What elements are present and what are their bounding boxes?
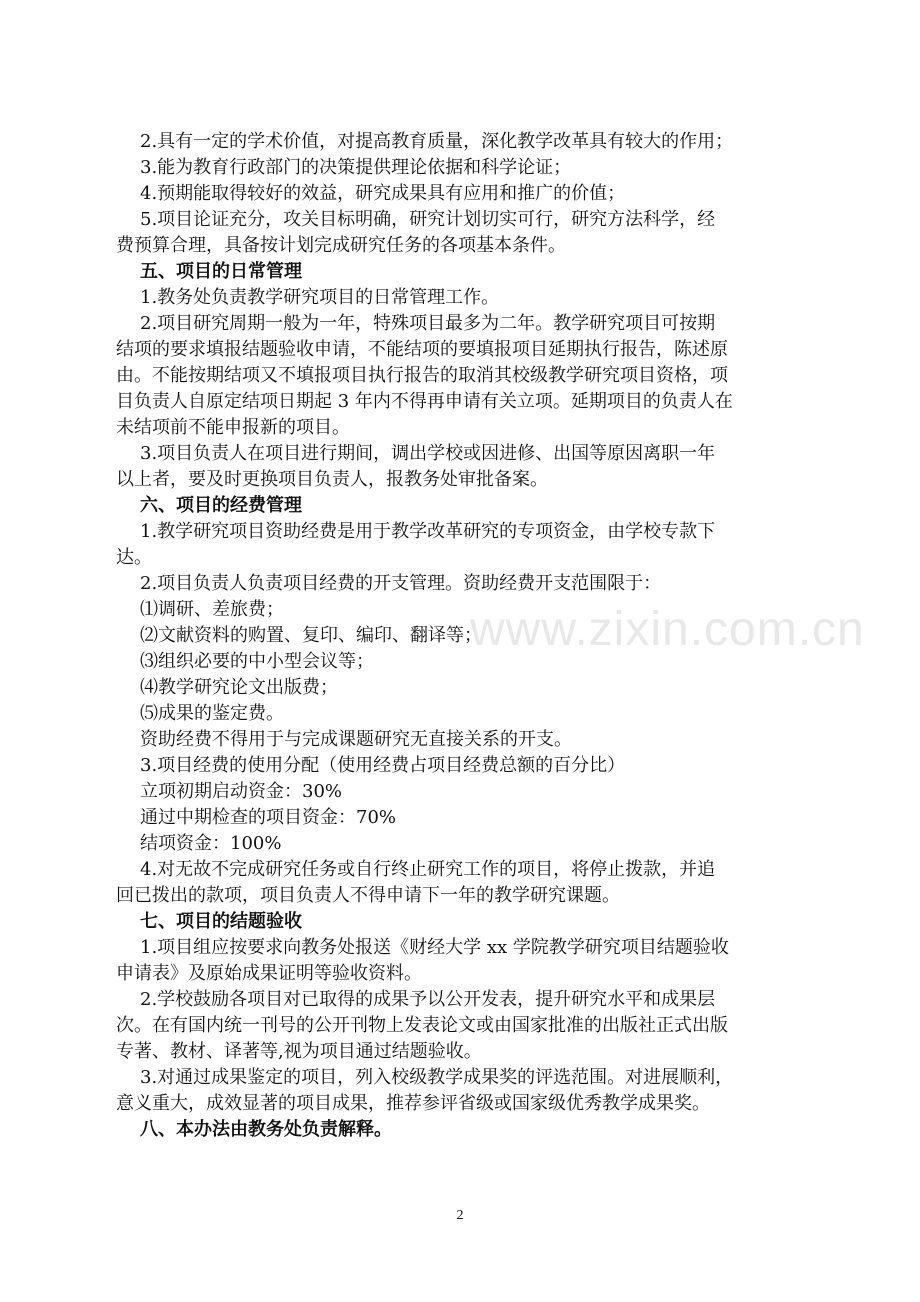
paragraph-line: 以上者，要及时更换项目负责人，报教务处审批备案。 <box>116 469 548 490</box>
list-item: ⑸成果的鉴定费。 <box>140 703 284 724</box>
section-heading: 五、项目的日常管理 <box>140 261 302 282</box>
paragraph-line: 2.项目负责人负责项目经费的开支管理。资助经费开支范围限于： <box>140 573 662 594</box>
paragraph-line: 结项的要求填报结题验收申请，不能结项的要填报项目延期执行报告，陈述原 <box>116 339 728 360</box>
paragraph-line: 1.教务处负责教学研究项目的日常管理工作。 <box>140 287 500 308</box>
paragraph-line: 2.项目研究周期一般为一年，特殊项目最多为二年。教学研究项目可按期 <box>140 313 716 334</box>
section-heading: 八、本办法由教务处负责解释。 <box>140 1119 392 1140</box>
paragraph-line: 4.对无故不完成研究任务或自行终止研究工作的项目，将停止拨款，并追 <box>140 859 716 880</box>
paragraph-line: 通过中期检查的项目资金：70% <box>140 807 397 828</box>
paragraph-line: 3.能为教育行政部门的决策提供理论依据和科学论证； <box>140 157 572 178</box>
paragraph-line: 意义重大，成效显著的项目成果，推荐参评省级或国家级优秀教学成果奖。 <box>116 1093 710 1114</box>
paragraph-line: 立项初期启动资金：30% <box>140 781 343 802</box>
watermark: www.zixin.com.cn <box>470 603 865 656</box>
paragraph-line: 1.教学研究项目资助经费是用于教学改革研究的专项资金，由学校专款下 <box>140 521 716 542</box>
paragraph-line: 回已拨出的款项，项目负责人不得申请下一年的教学研究课题。 <box>116 885 620 906</box>
section-heading: 七、项目的结题验收 <box>140 911 302 932</box>
paragraph-line: 资助经费不得用于与完成课题研究无直接关系的开支。 <box>140 729 572 750</box>
paragraph-line: 2.学校鼓励各项目对已取得的成果予以公开发表，提升研究水平和成果层 <box>140 989 716 1010</box>
paragraph-line: 3.对通过成果鉴定的项目，列入校级教学成果奖的评选范围。对进展顺利， <box>140 1067 734 1088</box>
paragraph-line: 目负责人自原定结项日期起 3 年内不得再申请有关立项。延期项目的负责人在 <box>116 391 733 412</box>
list-item: ⑵文献资料的购置、复印、编印、翻译等； <box>140 625 482 646</box>
paragraph-line: 费预算合理，具备按计划完成研究任务的各项基本条件。 <box>116 235 566 256</box>
paragraph-line: 专著、教材、译著等,视为项目通过结题验收。 <box>116 1041 482 1062</box>
paragraph-line: 结项资金：100% <box>140 833 282 854</box>
paragraph-line: 2.具有一定的学术价值，对提高教育质量，深化教学改革具有较大的作用； <box>140 131 734 152</box>
list-item: ⑷教学研究论文出版费； <box>140 677 338 698</box>
paragraph-line: 次。在有国内统一刊号的公开刊物上发表论文或由国家批准的出版社正式出版 <box>116 1015 728 1036</box>
paragraph-line: 1.项目组应按要求向教务处报送《财经大学 xx 学院教学研究项目结题验收 <box>140 937 729 958</box>
list-item: ⑴调研、差旅费； <box>140 599 284 620</box>
page-number: 2 <box>456 1208 464 1223</box>
paragraph-line: 4.预期能取得较好的效益，研究成果具有应用和推广的价值； <box>140 183 626 204</box>
paragraph-line: 申请表》及原始成果证明等验收资料。 <box>116 963 422 984</box>
list-item: ⑶组织必要的中小型会议等； <box>140 651 374 672</box>
paragraph-line: 达。 <box>116 547 152 568</box>
section-heading: 六、项目的经费管理 <box>140 495 302 516</box>
paragraph-line: 由。不能按期结项又不填报项目执行报告的取消其校级教学研究项目资格，项 <box>116 365 728 386</box>
paragraph-line: 未结项前不能申报新的项目。 <box>116 417 350 438</box>
paragraph-line: 3.项目经费的使用分配（使用经费占项目经费总额的百分比） <box>140 755 626 776</box>
paragraph-line: 5.项目论证充分，攻关目标明确，研究计划切实可行，研究方法科学，经 <box>140 209 716 230</box>
paragraph-line: 3.项目负责人在项目进行期间，调出学校或因进修、出国等原因离职一年 <box>140 443 716 464</box>
